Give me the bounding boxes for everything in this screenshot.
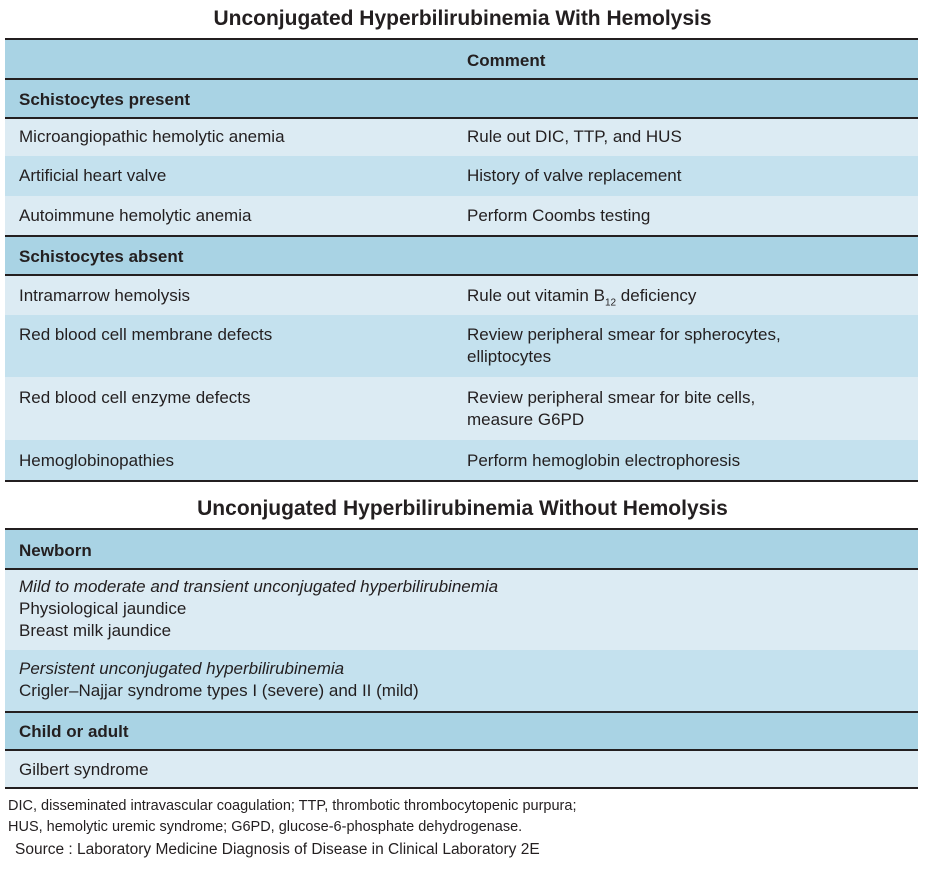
section-schistocytes-present — [5, 78, 918, 117]
section-label: Child or adult — [19, 722, 129, 741]
table1-title: Unconjugated Hyperbilirubinemia With Hemolysis — [213, 7, 712, 30]
comment-cell: Review peripheral smear for bite cells, measure G6PD — [467, 388, 756, 429]
table2-title: Unconjugated Hyperbilirubinemia Without Hemolysis — [197, 497, 728, 520]
table-row — [5, 156, 918, 196]
comment-cell: Review peripheral smear for spherocytes, elliptocytes — [467, 325, 781, 366]
table-row — [5, 440, 918, 482]
table-row — [5, 274, 918, 315]
section-label: Schistocytes absent — [19, 247, 184, 266]
table1-header-row — [5, 38, 918, 78]
table-row — [5, 749, 918, 789]
cause-cell: Artificial heart valve — [19, 166, 167, 185]
cause-cell: Microangiopathic hemolytic anemia — [19, 127, 285, 146]
table-row — [5, 196, 918, 235]
table-row — [5, 650, 918, 711]
group-heading: Mild to moderate and transient unconjugated hyperbilirubinemia — [19, 577, 499, 596]
group-cell — [19, 658, 899, 702]
source-credit: Source : Laboratory Medicine Diagnosis of Disease in Clinical Laboratory 2E — [15, 841, 540, 858]
group-heading: Persistent unconjugated hyperbilirubinemia — [19, 659, 345, 678]
section-child-or-adult — [5, 711, 918, 749]
comment-cell: Rule out DIC, TTP, and HUS — [467, 127, 682, 146]
table-row — [5, 377, 918, 440]
cause-cell: Red blood cell enzyme defects — [19, 388, 251, 407]
section-schistocytes-absent — [5, 235, 918, 274]
list-item: Breast milk jaundice — [19, 621, 172, 640]
table-row — [5, 117, 918, 156]
cause-cell: Gilbert syndrome — [19, 760, 149, 779]
group-cell — [19, 576, 899, 642]
footnote-line: DIC, disseminated intravascular coagulation; TTP, thrombotic thrombocytopenic purpura; — [8, 798, 577, 814]
section-label: Newborn — [19, 541, 92, 560]
footnotes — [8, 796, 576, 838]
cause-cell: Red blood cell membrane defects — [19, 325, 273, 344]
cause-cell: Intramarrow hemolysis — [19, 286, 190, 305]
cause-cell: Autoimmune hemolytic anemia — [19, 206, 252, 225]
table-row — [5, 315, 918, 377]
comment-cell: Perform hemoglobin electrophoresis — [467, 451, 741, 470]
list-item: Physiological jaundice — [19, 599, 187, 618]
footnote-line: HUS, hemolytic uremic syndrome; G6PD, glucose-6-phosphate dehydrogenase. — [8, 819, 523, 835]
cause-cell: Hemoglobinopathies — [19, 451, 174, 470]
comment-cell: History of valve replacement — [467, 166, 682, 185]
comment-cell: Rule out vitamin $B_{12}$ deficiency — [467, 286, 697, 309]
list-item: Crigler–Najjar syndrome types I (severe) and II (mild) — [19, 681, 419, 700]
table-row — [5, 568, 918, 650]
section-label: Schistocytes present — [19, 90, 191, 109]
comment-cell: Perform Coombs testing — [467, 206, 651, 225]
comment-column-header: Comment — [467, 51, 546, 70]
section-newborn — [5, 528, 918, 568]
